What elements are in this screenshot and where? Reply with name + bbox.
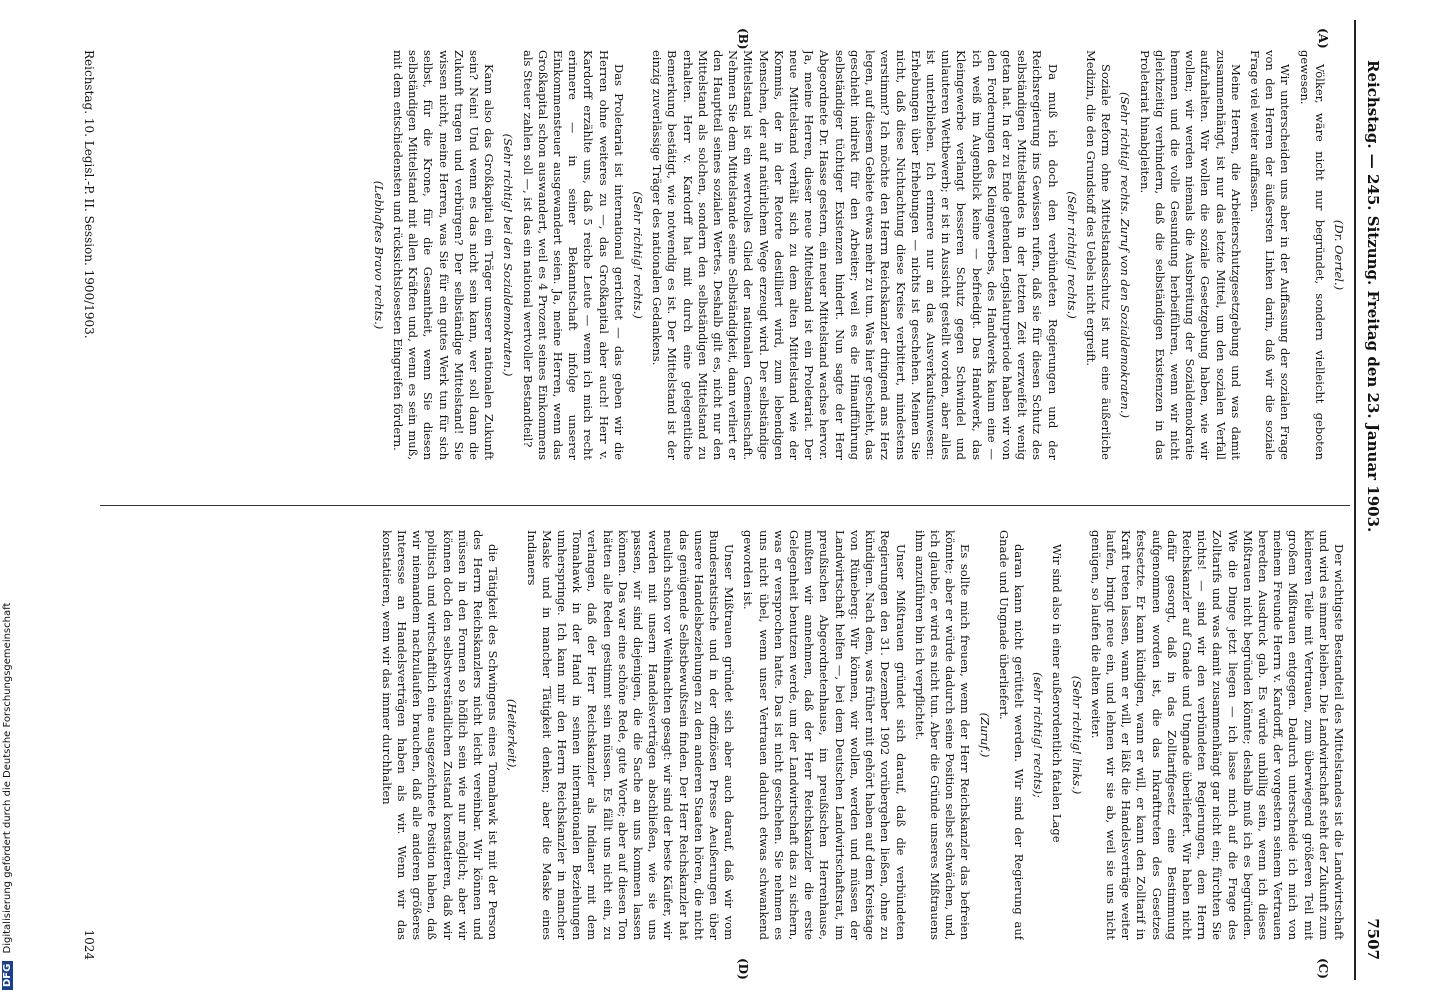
- credit-text-rotated: [2, 603, 13, 990]
- right-interjection: (Sehr richtig! links.): [1069, 675, 1084, 795]
- right-interjection: (Heiterkeit),: [505, 698, 520, 772]
- right-paragraph: Unser Mißtrauen gründet sich aber auch darauf, daß wir vom Bundesratstische und in der offiziösen Presse Aeußerungen über unsere Handelsbeziehungen zu den anderen Staaten hören, die nicht das genügende Selbstbewußtsein finden. Der Herr Reichskanzler hat neulich schon vor Weihnachten gesagt: wir sind der beste Käufer, wir werden mit unsern Handelsverträgen abschließen, wie sie uns passen, wir sind diejenigen, die die Sache an uns kommen lassen können. Das war eine schöne Rede, gute Worte; aber auf diesen Ton hätten alle Reden gestimmt sein müssen. Es fällt uns nicht ein, zu verlangen, daß der Herr Reichskanzler als Indianer mit dem Tomahawk in der Hand in seinen internationalen Beziehungen umherspringe. Ich kann mir den Herrn Reichskanzler in mancher Maske und in mancher Tätigkeit denken; aber die Maske eines Indianers: [524, 530, 737, 940]
- margin-mark-a: (A): [1316, 28, 1330, 49]
- margin-mark-b: (B): [736, 28, 750, 50]
- margin-mark-c: (C): [1316, 958, 1330, 979]
- dfg-logo: DFG: [2, 961, 13, 990]
- margin-mark-d: (D): [736, 958, 750, 980]
- left-interjection: (Sehr richtig! bei den Sozialdemokraten.): [501, 133, 516, 377]
- right-paragraph: Unser Mißtrauen gründet sich darauf, daß die verbündeten Regierungen den 31. Dezember 1902 vorübergehen ließen, ohne zu kündigen. Nach dem, was früher mit gehört haben auf dem Kreistage von Rüneberg: Wir können, wir wollen, werden und müssen der Landwirtschaft helfen —, bei dem Deutschen Landwirtschaftsrat, im preußischen Abgeordnetenhause, im preußischen Herrenhause, mußten wir annehmen, daß der Herr Reichskanzler die erste Gelegenheit benutzen werde, um der Landwirtschaft das zu sichern, was er versprochen hatte. Das ist nicht geschehen. Sie nehmen es uns nicht übel, wenn unser Vertrauen dadurch etwas schwankend geworden ist.: [741, 530, 908, 940]
- scanned-page: [70, 20, 1390, 980]
- left-interjection: (Sehr richtig! rechts.): [1064, 191, 1079, 319]
- left-paragraph: Völker, wäre nicht nur begründet, sondern vielleicht geboten gewesen.: [1297, 50, 1327, 460]
- left-paragraph: Meine Herren, die Arbeiterschutzgesetzgebung und was damit zusammenhängt, ist nur das letzte Mittel, um den sozialen Verfall aufzuhalten. Wir wollen die soziale Gesetzgebung haben, wie wir wollen; wir werden niemals die Ausbreitung der Sozialdemokratie hemmen und die volle Gesundung herbeiführen, wenn wir nicht gleichzeitig verhindern, daß die selbständigen Existenzen in das Proletariat hinabgleiten.: [1137, 50, 1243, 460]
- page-footer: [78, 50, 96, 960]
- left-paragraph: Soziale Reform ohne Mittelstandsschutz ist nur eine äußerliche Medizin, die den Grundstoff des Uebels nicht ergreift.: [1083, 50, 1114, 460]
- page-header: [1356, 60, 1382, 960]
- rotated-content: [70, 20, 1390, 980]
- left-interjection: (Sehr richtig! rechts. Zuruf von den Sozialdemokraten.): [1118, 92, 1133, 418]
- speaker-label: (Dr. Oertel.): [1332, 219, 1346, 291]
- right-paragraph: daran kann nicht gerüttelt werden. Wir sind der Regierung auf Gnade und Ungnade überliefert.: [996, 530, 1026, 940]
- left-interjection: (Sehr richtig! rechts.): [631, 191, 646, 319]
- credit-label: Digitalisierung gefördert durch die Deutsche Forschungsgemeinschaft: [2, 602, 13, 954]
- right-paragraph: Wir sind also in einer außerordentlich fatalen Lage: [1050, 544, 1065, 843]
- right-paragraph: die Tätigkeit des Schwingens eines Tomahawk ist mit der Person des Herrn Reichskanzlers nicht leicht vereinbar. Wir können und müssen in den Formen so höflich sein wie nur möglich; aber wir können doch den selbstverständlichen Zustand konstatieren, daß wir politisch und wirtschaftlich eine ausgezeichnete Position haben, daß wir niemandem nachzulaufen brauchen, daß alle anderen größeres Interesse an Handelsverträgen haben als wir. Wenn wir das konstatieren, wenn wir das immer durchhalten: [379, 530, 501, 940]
- right-paragraph: Es sollte mich freuen, wenn der Herr Reichskanzler das befreien könnte; aber er würde dadurch seine Position selbst schwächen, und, ich glaube, er wird es nicht tun. Aber die Gründe unseres Mißtrauens ihm anzuführen bin ich verpflichtet.: [912, 530, 973, 940]
- footer-sheet-number: 1024: [82, 929, 96, 960]
- left-paragraph: Wir unterscheiden uns aber in der Auffassung der sozialen Frage von den Herren der äußersten Linken darin, daß wir die soziale Frage viel weiter auffassen.: [1247, 50, 1293, 460]
- header-rule: [1354, 20, 1356, 980]
- header-title: Reichstag. — 245. Sitzung. Freitag den 23. Januar 1903.: [1364, 60, 1382, 533]
- left-paragraph: Kann also das Großkapital ein Träger unserer nationalen Zukunft sein? Nein! Und wenn es das nicht sein kann, wer soll dann die Zukunft tragen und verbürgen? Der selbständige Mittelstand! Sie wissen nicht, meine Herren, was Sie für ein gutes Werk tun für sich selbst, für die Krone, für die Gesamtheit, wenn Sie diesen selbständigen Mittelstand mit allen Kräften und, wenn es sein muß, mit dem entschiedensten und rücksichtslosesten Eingreifen fördern.: [391, 50, 497, 460]
- right-interjection: (Zuruf.): [977, 712, 992, 758]
- left-text-column: [110, 50, 1346, 460]
- right-text-column: [110, 530, 1346, 940]
- left-paragraph: Das Proletariat ist international gerichtet — das geben wir die Herren ohne weiteres zu —, das Großkapital aber auch! Herr v. Kardorff erzählte uns, daß 5 reiche Leute — wenn ich mich recht erinnere — in seiner Bekanntschaft infolge unserer Einkommensteuer ausgewandert seien. Ja, meine Herren, wenn das Großkapital schon auswandert, weil es 4 Prozent seines Einkommens als Steuer zahlen soll —, ist das ein national wertvoller Bestandteil?: [520, 50, 626, 460]
- digitization-credit: [0, 0, 20, 1000]
- column-divider: [100, 505, 1350, 506]
- left-interjection: (Lebhaftes Bravo rechts.): [371, 180, 386, 330]
- right-interjection: (sehr richtig! rechts);: [1031, 672, 1046, 798]
- footer-session: Reichstag. 10. Legisl.-P. II. Session. 1900/1903.: [82, 50, 96, 339]
- left-paragraph: Da muß ich doch den verbündeten Regierungen und der Reichsregierung ins Gewissen rufen, daß sie für diesen Schutz des selbständigen Mittelstandes in der letzten Zeit verzweifelt wenig getan hat. In der zu Ende gehenden Legislaturperiode haben wir von den Forderungen des Kleingewerbes, des Handwerks kaum eine — ich weiß im Augenblick keine — befriedigt. Das Handwerk, das Kleingewerbe verlangt besseren Schutz gegen Schwindel und unlauteren Wettbewerb; er ist in Aussicht gestellt worden, aber alles ist unterblieben. Ich erinnere nur an das Ausverkaufsunwesen: Erhebungen über Erhebungen — nichts ist geschehen. Meinen Sie nicht, daß diese Nichtachtung diese Kreise verbittert, mindestens verstimmt? Ich möchte den Herrn Reichskanzler dringend ans Herz legen, auf diesem Gebiete etwas mehr zu tun. Was hier geschieht, das geschieht indirekt für den Arbeiter; weil es die Hinaufführung selbständiger tüchtiger Existenzen hindert. Nun sagte der Herr Abgeordnete Dr. Hasse gestern, ein neuer Mittelstand wachse hervor. Ja, meine Herren, dieser neue Mittelstand ist ein Proletariat. Der neue Mittelstand verhält sich zu dem alten Mittelstand wie der Kommis, der in der Retorte destilliert wird, zum lebendigen Menschen, der auf natürlichem Wege erzeugt wird. Der selbständige Mittelstand ist ein wertvolles Glied der nationalen Gemeinschaft. Nehmen Sie dem Mittelstande seine Selbständigkeit, dann verliert er den Hauptteil seines sozialen Wertes. Deshalb gilt es, nicht nur den Mittelstand als solchen, sondern den selbständigen Mittelstand zu erhalten. Herr v. Kardorff hat mit durch eine gelegentliche Bemerkung bestätigt, wie notwendig es ist. Der Mittelstand ist der einzig zuverlässige Träger des nationalen Gedankens.: [650, 50, 1060, 460]
- header-page-number: 7507: [1364, 918, 1382, 960]
- right-paragraph: Der wichtigste Bestandteil des Mittelstandes ist die Landwirtschaft und wird es immer bleiben. Die Landwirtschaft steht der Zukunft zum kleineren Teile mit Vertrauen, zum überwiegend größeren Teil mit großem Mißtrauen entgegen. Dadurch unterscheide ich mich von meinem Freunde Herrn v. Kardorff, der vorgestern seinem Vertrauen beredten Ausdruck gab. Es würde unbillig sein, wenn ich dieses Mißtrauen nicht begründen könnte; deshalb muß ich es begründen. Wie die Dinge jetzt liegen — ich lasse mich auf die Frage des Zolltarifs und was damit zusammenhängt gar nicht ein; fürchten Sie nichts! — sind wir den verbündeten Regierungen, dem Herrn Reichskanzler auf Gnade und Ungnade überliefert. Wir haben nicht dafür gesorgt, daß in das Zolltarifgesetz eine Bestimmung aufgenommen worden ist, die das Inkrafttreten des Gesetzes festsetzte. Er kann kündigen, wann er will, er kann den Zolltarif in Kraft treten lassen, wann er will, er läßt die Handelsverträge weiter laufen, bringt neue ein, und lehnen wir sie ab, weil sie uns nicht genügen, so laufen die alten weiter.: [1088, 530, 1346, 940]
